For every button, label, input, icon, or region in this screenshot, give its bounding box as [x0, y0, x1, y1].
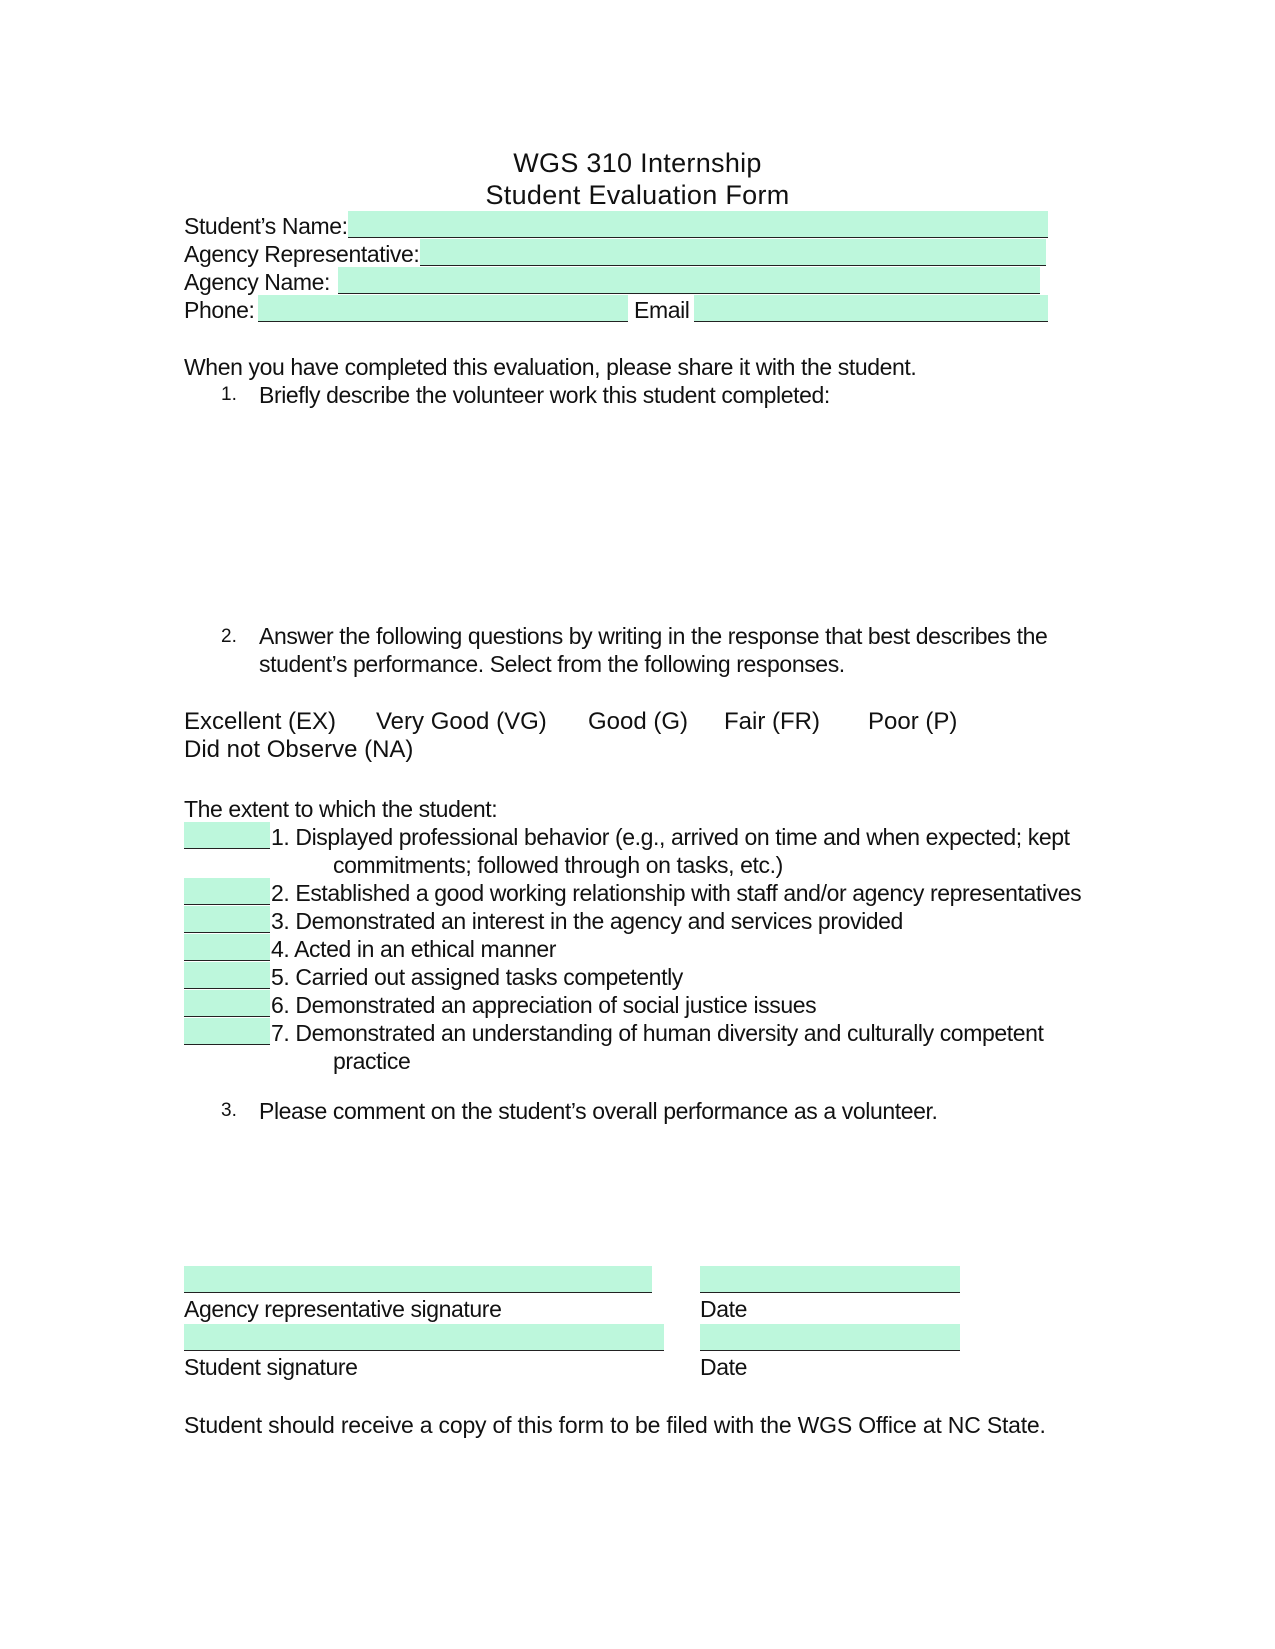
student-date-label: Date [700, 1354, 747, 1380]
agency-date-field[interactable] [700, 1266, 960, 1293]
agency-signature-field[interactable] [184, 1266, 652, 1293]
rating-not-observed: Did not Observe (NA) [184, 736, 414, 763]
email-field[interactable] [694, 295, 1048, 322]
student-name-label: Student’s Name: [184, 213, 348, 239]
criterion-5-rating-field[interactable] [184, 962, 270, 989]
phone-label: Phone: [184, 297, 255, 323]
criterion-1-rating-field[interactable] [184, 822, 270, 849]
criterion-1-text-line2: commitments; followed through on tasks, etc.) [333, 852, 783, 878]
agency-signature-label: Agency representative signature [184, 1296, 502, 1322]
criterion-3-text: 3. Demonstrated an interest in the agency and services provided [271, 908, 903, 934]
rating-very-good: Very Good (VG) [376, 708, 547, 735]
form-title-line2: Student Evaluation Form [485, 180, 790, 210]
rating-good: Good (G) [588, 708, 689, 735]
rating-excellent: Excellent (EX) [184, 708, 337, 735]
criterion-7-text-line1: 7. Demonstrated an understanding of human diversity and culturally competent [271, 1020, 1044, 1046]
student-signature-field[interactable] [184, 1324, 664, 1351]
rating-poor: Poor (P) [868, 708, 958, 735]
criterion-1-text-line1: 1. Displayed professional behavior (e.g., arrived on time and when expected; kept [271, 824, 1070, 850]
email-label: Email [634, 297, 690, 323]
agency-name-label: Agency Name: [184, 269, 331, 295]
agency-name-field[interactable] [338, 267, 1040, 294]
criterion-6-rating-field[interactable] [184, 990, 270, 1017]
criterion-7-rating-field[interactable] [184, 1018, 270, 1045]
student-signature-label: Student signature [184, 1354, 358, 1380]
question-3-text: Please comment on the student’s overall performance as a volunteer. [259, 1098, 938, 1124]
question-1-text: Briefly describe the volunteer work this student completed: [259, 382, 830, 408]
question-1-number: 1. [221, 384, 237, 405]
criterion-5-text: 5. Carried out assigned tasks competently [271, 964, 683, 990]
criterion-6-text: 6. Demonstrated an appreciation of social justice issues [271, 992, 817, 1018]
extent-heading: The extent to which the student: [184, 796, 498, 822]
agency-date-label: Date [700, 1296, 747, 1322]
rating-fair: Fair (FR) [724, 708, 820, 735]
agency-representative-label: Agency Representative: [184, 241, 420, 267]
criterion-7-text-line2: practice [333, 1048, 411, 1074]
criterion-2-text: 2. Established a good working relationship with staff and/or agency representatives [271, 880, 1082, 906]
question-2-text-line1: Answer the following questions by writing in the response that best describes the [259, 623, 1048, 649]
question-2-text-line2: student’s performance. Select from the following responses. [259, 651, 845, 677]
student-name-field[interactable] [348, 211, 1048, 238]
footer-note: Student should receive a copy of this form to be filed with the WGS Office at NC State. [184, 1412, 1046, 1438]
agency-representative-field[interactable] [420, 239, 1046, 266]
criterion-3-rating-field[interactable] [184, 906, 270, 933]
criterion-2-rating-field[interactable] [184, 878, 270, 905]
intro-text: When you have completed this evaluation, please share it with the student. [184, 354, 917, 380]
question-2-number: 2. [221, 626, 237, 647]
phone-field[interactable] [258, 295, 628, 322]
criterion-4-rating-field[interactable] [184, 934, 270, 961]
question-3-number: 3. [221, 1100, 237, 1121]
form-title-line1: WGS 310 Internship [513, 148, 762, 178]
student-date-field[interactable] [700, 1324, 960, 1351]
criterion-4-text: 4. Acted in an ethical manner [271, 936, 557, 962]
